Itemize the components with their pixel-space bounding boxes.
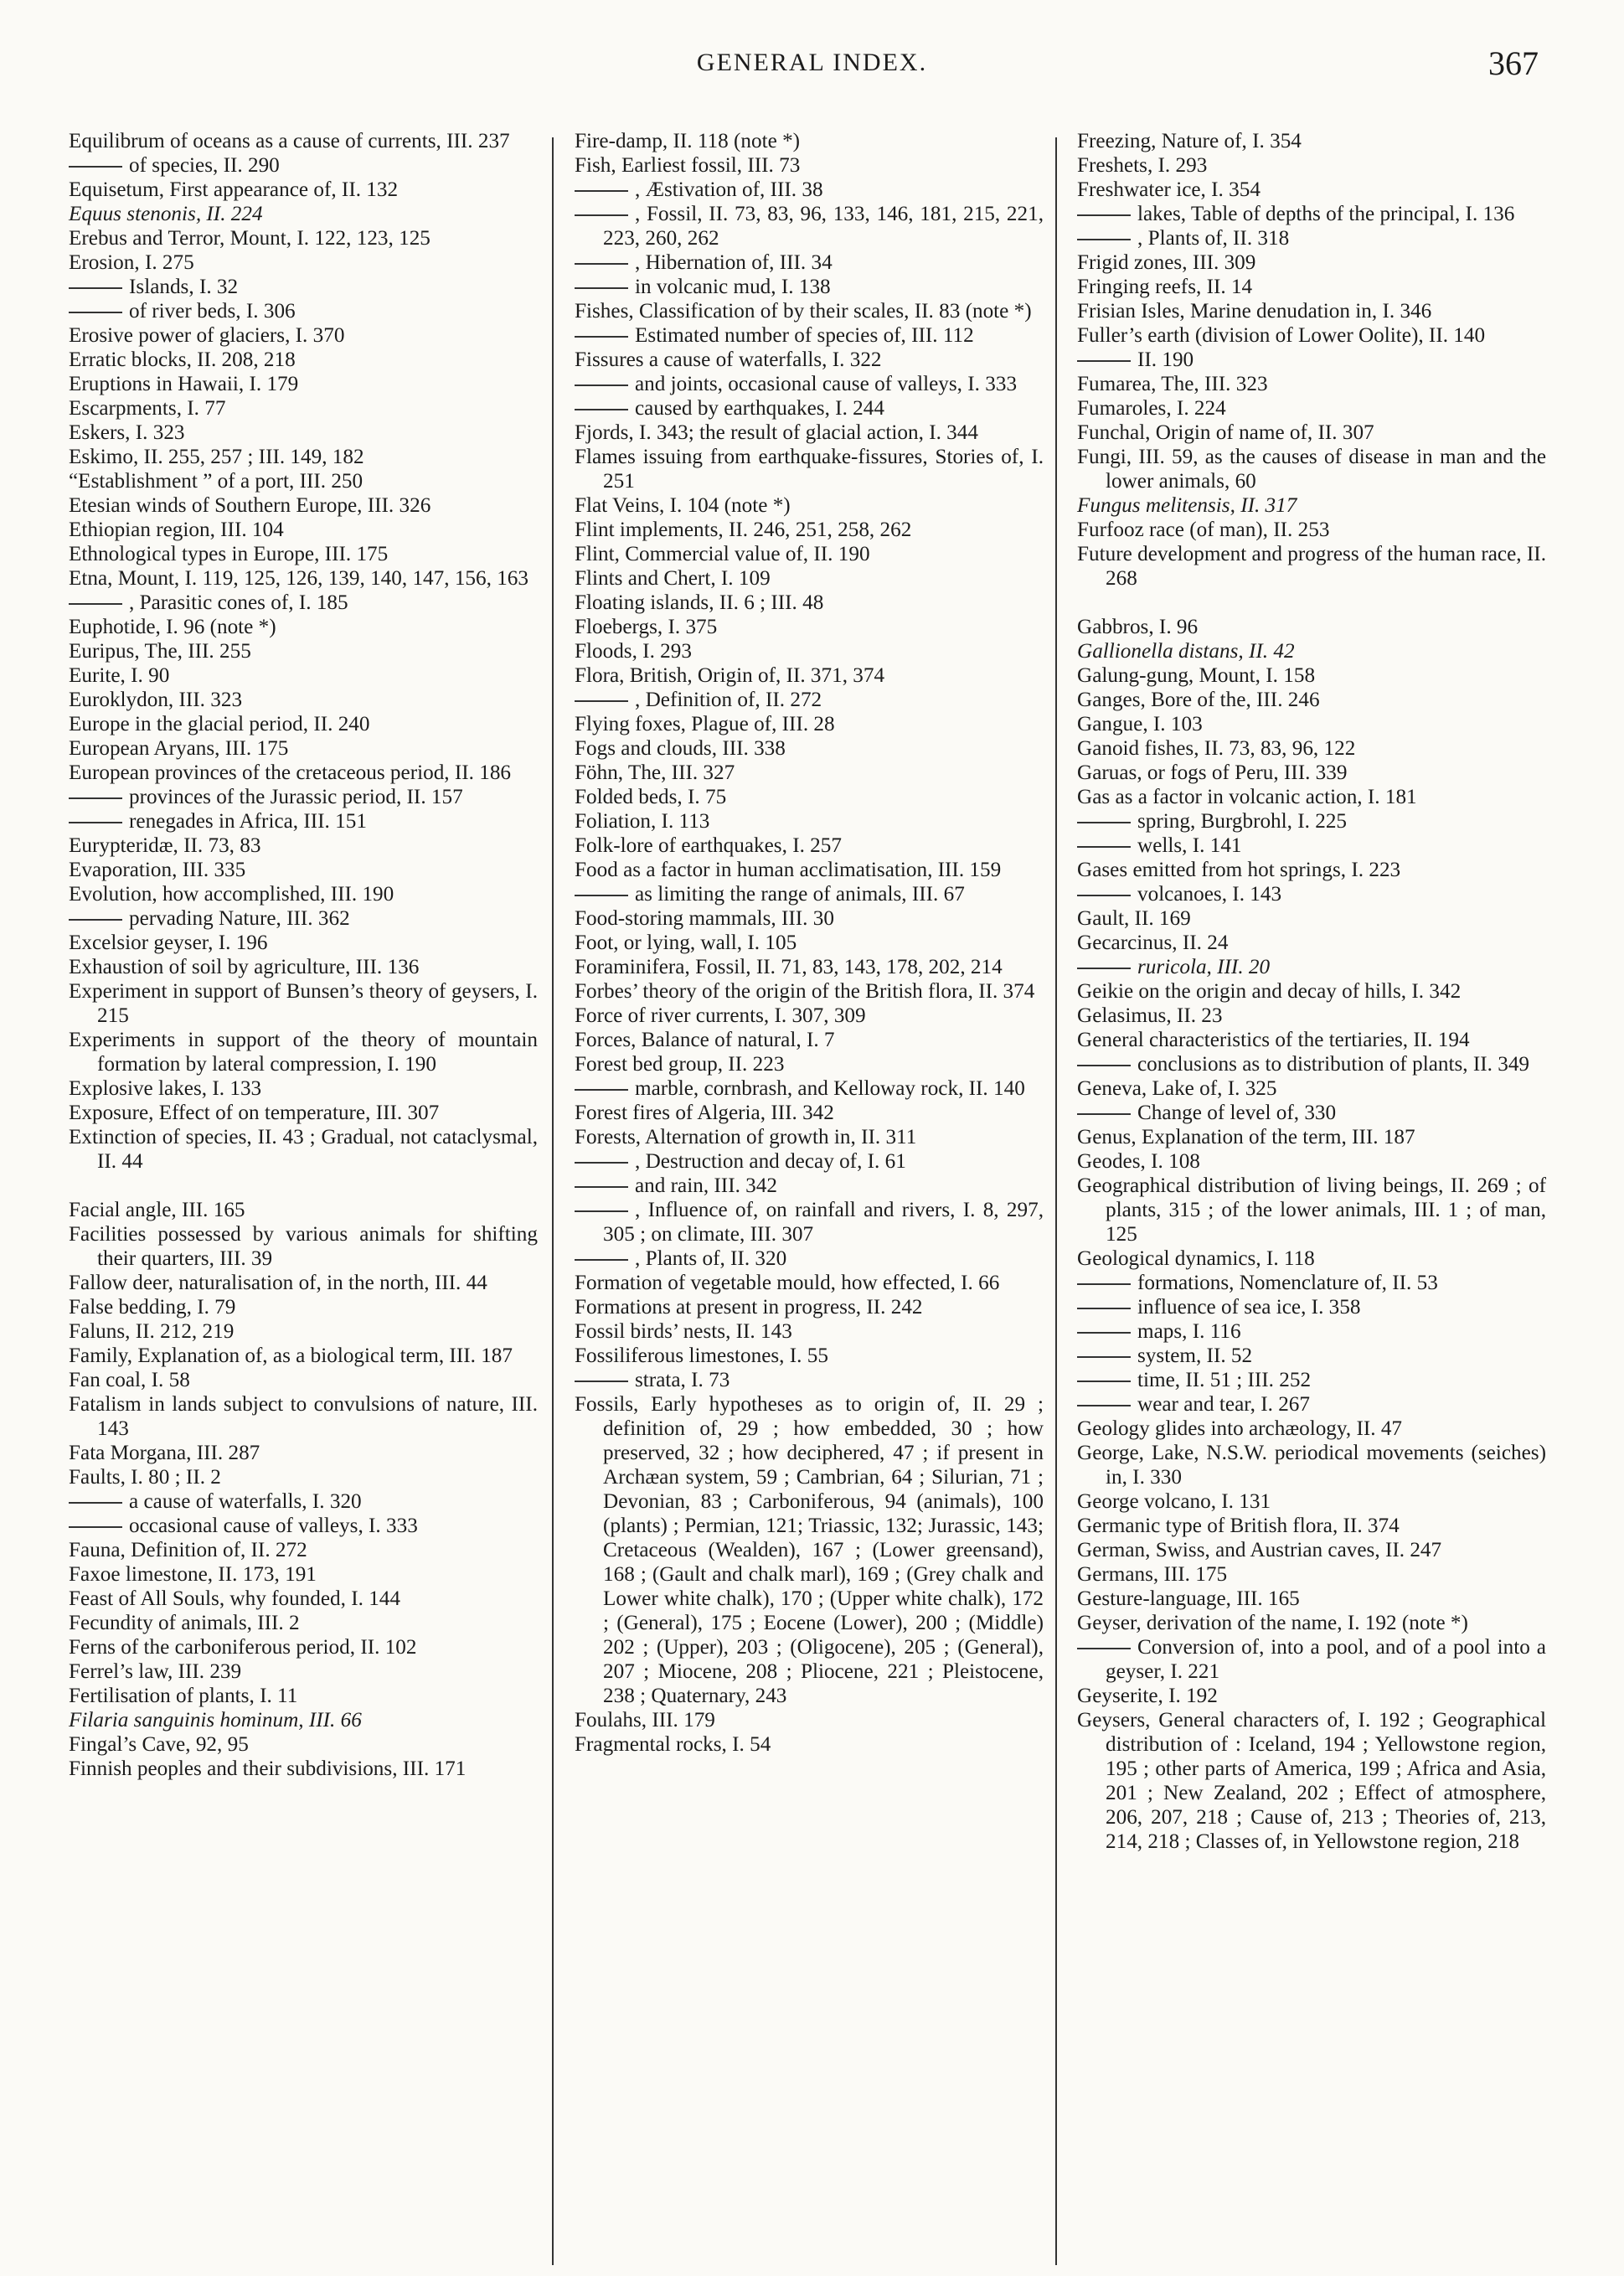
index-entry: Genus, Explanation of the term, III. 187: [1077, 1126, 1415, 1148]
index-entry: Freshets, I. 293: [1077, 154, 1208, 177]
index-entry: Geology glides into archæology, II. 47: [1077, 1417, 1403, 1440]
index-entry: Folded beds, I. 75: [575, 786, 727, 808]
index-entry: Fauna, Definition of, II. 272: [69, 1539, 307, 1561]
index-entry: Floating islands, II. 6 ; III. 48: [575, 591, 824, 614]
index-entry: Future development and progress of the human race, II. 268: [1077, 543, 1546, 590]
index-entry: Fossiliferous limestones, I. 55: [575, 1344, 828, 1367]
index-entry: Forces, Balance of natural, I. 7: [575, 1029, 835, 1051]
index-entry: George, Lake, N.S.W. periodical movements (seiches) in, I. 330: [1077, 1442, 1546, 1489]
index-entry: Fishes, Classification of by their scales, II. 83 (note *): [575, 300, 1032, 323]
index-entry: Gesture-language, III. 165: [1077, 1587, 1300, 1610]
index-entry: General characteristics of the tertiaries, II. 194: [1077, 1029, 1470, 1051]
index-subentry: spring, Burgbrohl, I. 225: [1077, 809, 1546, 834]
index-entry: Fire-damp, II. 118 (note *): [575, 130, 801, 152]
index-entry: Filaria sanguinis hominum, III. 66: [69, 1709, 362, 1732]
index-entry: Faluns, II. 212, 219: [69, 1320, 235, 1343]
index-entry: Galung-gung, Mount, I. 158: [1077, 664, 1316, 687]
index-entry: Foliation, I. 113: [575, 810, 710, 833]
index-entry: Föhn, The, III. 327: [575, 761, 735, 784]
index-entry: Fata Morgana, III. 287: [69, 1442, 260, 1464]
index-entry: Freshwater ice, I. 354: [1077, 178, 1261, 201]
index-entry: Feast of All Souls, why founded, I. 144: [69, 1587, 400, 1610]
index-entry: Forest bed group, II. 223: [575, 1053, 785, 1076]
index-subentry: Change of level of, 330: [1077, 1101, 1546, 1125]
index-subentry: II. 190: [1077, 348, 1546, 372]
index-entry: Gallionella distans, II. 42: [1077, 640, 1295, 663]
index-entry: Flints and Chert, I. 109: [575, 567, 771, 590]
index-entry: Eurypteridæ, II. 73, 83: [69, 834, 261, 857]
index-subentry: a cause of waterfalls, I. 320: [69, 1489, 538, 1514]
index-entry: Formation of vegetable mould, how effected, I. 66: [575, 1272, 1000, 1294]
index-subentry: and joints, occasional cause of valleys, I. 333: [575, 372, 1044, 396]
index-entry: Eurite, I. 90: [69, 664, 170, 687]
index-entry: Germanic type of British flora, II. 374: [1077, 1515, 1400, 1537]
index-entry: Ferns of the carboniferous period, II. 102: [69, 1636, 417, 1659]
index-entry: Flint implements, II. 246, 251, 258, 262: [575, 519, 912, 541]
index-entry: Evaporation, III. 335: [69, 859, 246, 881]
index-entry: Erosion, I. 275: [69, 251, 194, 274]
index-entry: Flames issuing from earthquake-fissures, Stories of, I. 251: [575, 446, 1044, 493]
index-subentry: volcanoes, I. 143: [1077, 882, 1546, 906]
index-entry: Garuas, or fogs of Peru, III. 339: [1077, 761, 1348, 784]
index-entry: Experiments in support of the theory of mountain formation by lateral compression, I. 190: [69, 1029, 538, 1076]
index-entry: Flying foxes, Plague of, III. 28: [575, 713, 835, 735]
index-subentry: wear and tear, I. 267: [1077, 1392, 1546, 1417]
index-entry: Fatalism in lands subject to convulsions of nature, III. 143: [69, 1393, 538, 1440]
index-subentry: time, II. 51 ; III. 252: [1077, 1368, 1546, 1392]
index-entry: Erebus and Terror, Mount, I. 122, 123, 125: [69, 227, 430, 250]
index-entry: Fingal’s Cave, 92, 95: [69, 1733, 249, 1756]
index-entry: Faxoe limestone, II. 173, 191: [69, 1563, 317, 1586]
index-entry: Finnish peoples and their subdivisions, III. 171: [69, 1757, 467, 1780]
index-entry: Food-storing mammals, III. 30: [575, 907, 834, 930]
index-entry: Gas as a factor in volcanic action, I. 181: [1077, 786, 1417, 808]
index-entry: Euphotide, I. 96 (note *): [69, 616, 276, 638]
index-entry: Exposure, Effect of on temperature, III. 307: [69, 1102, 440, 1124]
index-entry: Fjords, I. 343; the result of glacial action, I. 344: [575, 421, 978, 444]
page-number: 367: [1488, 44, 1539, 82]
index-entry: Forbes’ theory of the origin of the British flora, II. 374: [575, 980, 1035, 1003]
index-entry: Family, Explanation of, as a biological term, III. 187: [69, 1344, 513, 1367]
running-title: GENERAL INDEX.: [696, 49, 928, 76]
index-subentry: of species, II. 290: [69, 153, 538, 178]
index-entry: Fan coal, I. 58: [69, 1369, 190, 1391]
index-entry: European provinces of the cretaceous period, II. 186: [69, 761, 512, 784]
index-entry: Floods, I. 293: [575, 640, 692, 663]
index-entry: Explosive lakes, I. 133: [69, 1077, 262, 1100]
index-entry: Etna, Mount, I. 119, 125, 126, 139, 140, 147, 156, 163: [69, 567, 528, 590]
index-entry: Fossil birds’ nests, II. 143: [575, 1320, 792, 1343]
index-entry: Fertilisation of plants, I. 11: [69, 1685, 298, 1707]
index-entry: Ganges, Bore of the, III. 246: [1077, 689, 1320, 711]
index-entry: Fish, Earliest fossil, III. 73: [575, 154, 801, 177]
index-entry: Equisetum, First appearance of, II. 132: [69, 178, 399, 201]
index-entry: Fungus melitensis, II. 317: [1077, 494, 1297, 517]
index-subentry: , Influence of, on rainfall and rivers, I. 8, 297, 305 ; on climate, III. 307: [575, 1198, 1044, 1246]
index-entry: Europe in the glacial period, II. 240: [69, 713, 370, 735]
page-header: [0, 44, 1624, 82]
index-subentry: maps, I. 116: [1077, 1319, 1546, 1344]
index-entry: Flat Veins, I. 104 (note *): [575, 494, 791, 517]
index-entry: Germans, III. 175: [1077, 1563, 1228, 1586]
index-entry: Extinction of species, II. 43 ; Gradual, not cataclysmal, II. 44: [69, 1126, 538, 1173]
index-column-1: [69, 129, 538, 1781]
letter-section-gap: [69, 1174, 538, 1198]
index-entry: Eskimo, II. 255, 257 ; III. 149, 182: [69, 446, 364, 468]
index-subentry: wells, I. 141: [1077, 834, 1546, 858]
index-subentry: influence of sea ice, I. 358: [1077, 1295, 1546, 1319]
index-subentry: and rain, III. 342: [575, 1174, 1044, 1198]
index-subentry: Islands, I. 32: [69, 275, 538, 299]
index-entry: Geological dynamics, I. 118: [1077, 1247, 1315, 1270]
index-entry: False bedding, I. 79: [69, 1296, 236, 1319]
index-subentry: provinces of the Jurassic period, II. 157: [69, 785, 538, 809]
index-subentry: Conversion of, into a pool, and of a pool into a geyser, I. 221: [1077, 1635, 1546, 1684]
index-entry: Euroklydon, III. 323: [69, 689, 243, 711]
index-entry: European Aryans, III. 175: [69, 737, 289, 760]
index-entry: Fungi, III. 59, as the causes of disease in man and the lower animals, 60: [1077, 446, 1546, 493]
index-subentry: formations, Nomenclature of, II. 53: [1077, 1271, 1546, 1295]
index-entry: George volcano, I. 131: [1077, 1490, 1271, 1513]
index-entry: Faults, I. 80 ; II. 2: [69, 1466, 221, 1489]
index-entry: Forest fires of Algeria, III. 342: [575, 1102, 834, 1124]
index-entry: Gases emitted from hot springs, I. 223: [1077, 859, 1401, 881]
index-entry: Folk-lore of earthquakes, I. 257: [575, 834, 842, 857]
index-entry: Funchal, Origin of name of, II. 307: [1077, 421, 1374, 444]
index-entry: Ganoid fishes, II. 73, 83, 96, 122: [1077, 737, 1356, 760]
column-rule-2: [1055, 137, 1057, 2265]
index-entry: Geyserite, I. 192: [1077, 1685, 1218, 1707]
index-entry: Freezing, Nature of, I. 354: [1077, 130, 1302, 152]
index-entry: Foulahs, III. 179: [575, 1709, 715, 1732]
index-subentry: strata, I. 73: [575, 1368, 1044, 1392]
index-subentry: , Hibernation of, III. 34: [575, 250, 1044, 275]
index-subentry: of river beds, I. 306: [69, 299, 538, 323]
letter-section-gap: [1077, 591, 1546, 615]
index-subentry: Estimated number of species of, III. 112: [575, 323, 1044, 348]
index-subentry: , Destruction and decay of, I. 61: [575, 1149, 1044, 1174]
index-entry: Flint, Commercial value of, II. 190: [575, 543, 870, 565]
index-entry: Force of river currents, I. 307, 309: [575, 1004, 866, 1027]
index-entry: Erratic blocks, II. 208, 218: [69, 348, 296, 371]
index-entry: Floebergs, I. 375: [575, 616, 718, 638]
index-entry: Gabbros, I. 96: [1077, 616, 1199, 638]
index-entry: Escarpments, I. 77: [69, 397, 226, 420]
index-entry: Foot, or lying, wall, I. 105: [575, 932, 797, 954]
index-entry: Facilities possessed by various animals for shifting their quarters, III. 39: [69, 1223, 538, 1270]
index-entry: Experiment in support of Bunsen’s theory of geysers, I. 215: [69, 980, 538, 1027]
index-subentry: conclusions as to distribution of plants, II. 349: [1077, 1052, 1546, 1076]
index-entry: “Establishment ” of a port, III. 250: [69, 470, 363, 493]
index-entry: Gangue, I. 103: [1077, 713, 1203, 735]
index-subentry: , Fossil, II. 73, 83, 96, 133, 146, 181, 215, 221, 223, 260, 262: [575, 202, 1044, 250]
index-entry: Fogs and clouds, III. 338: [575, 737, 786, 760]
index-entry: Fallow deer, naturalisation of, in the north, III. 44: [69, 1272, 487, 1294]
index-subentry: , Definition of, II. 272: [575, 688, 1044, 712]
index-entry: Flora, British, Origin of, II. 371, 374: [575, 664, 885, 687]
index-entry: Equilibrum of oceans as a cause of currents, III. 237: [69, 130, 510, 152]
index-entry: Excelsior geyser, I. 196: [69, 932, 268, 954]
index-subentry: as limiting the range of animals, III. 67: [575, 882, 1044, 906]
index-entry: Fumaroles, I. 224: [1077, 397, 1226, 420]
index-entry: Fossils, Early hypotheses as to origin of, II. 29 ; definition of, 29 ; how embedded, 30 ; how preserved, 32 ; how deciphered, 47 ; if present in Archæan system, 59 ; Cambrian, 64 ; Silurian, 71 ; Devonian, 83 ; Carboniferous, 94 (animals), 100 (plants) ; Permian, 121; Triassic, 132; Jurassic, 143; Cretaceous (Wealden), 167 ; (Lower greensand), 168 ; (Gault and chalk marl), 169 ; (Grey chalk and Lower white chalk), 170 ; (Upper white chalk), 172 ; (General), 175 ; Eocene (Lower), 200 ; (Middle) 202 ; (Upper), 203 ; (Oligocene), 205 ; (General), 207 ; Miocene, 208 ; Pliocene, 221 ; Pleistocene, 238 ; Quaternary, 243: [575, 1393, 1044, 1707]
index-subentry: pervading Nature, III. 362: [69, 906, 538, 931]
index-entry: Formations at present in progress, II. 242: [575, 1296, 923, 1319]
index-subentry: renegades in Africa, III. 151: [69, 809, 538, 834]
index-entry: Fuller’s earth (division of Lower Oolite), II. 140: [1077, 324, 1486, 347]
index-entry: Gault, II. 169: [1077, 907, 1191, 930]
index-entry: Food as a factor in human acclimatisation, III. 159: [575, 859, 1002, 881]
index-entry: Ethnological types in Europe, III. 175: [69, 543, 389, 565]
index-subentry: lakes, Table of depths of the principal, I. 136: [1077, 202, 1546, 226]
index-entry: Gelasimus, II. 23: [1077, 1004, 1223, 1027]
index-entry: Fumarea, The, III. 323: [1077, 373, 1268, 395]
index-entry: Geikie on the origin and decay of hills, I. 342: [1077, 980, 1462, 1003]
index-entry: German, Swiss, and Austrian caves, II. 247: [1077, 1539, 1442, 1561]
index-entry: Eruptions in Hawaii, I. 179: [69, 373, 299, 395]
index-entry: Euripus, The, III. 255: [69, 640, 251, 663]
index-subentry: , Plants of, II. 320: [575, 1246, 1044, 1271]
index-entry: Exhaustion of soil by agriculture, III. 136: [69, 956, 420, 978]
index-entry: Geyser, derivation of the name, I. 192 (note *): [1077, 1612, 1468, 1634]
index-entry: Fragmental rocks, I. 54: [575, 1733, 771, 1756]
index-subentry: , Plants of, II. 318: [1077, 226, 1546, 250]
index-column-3: [1077, 129, 1546, 1854]
index-entry: Facial angle, III. 165: [69, 1199, 245, 1221]
index-subentry: , Parasitic cones of, I. 185: [69, 591, 538, 615]
index-subentry: in volcanic mud, I. 138: [575, 275, 1044, 299]
index-subentry: ruricola, III. 20: [1077, 955, 1546, 979]
index-column-2: [575, 129, 1044, 1757]
index-entry: Fecundity of animals, III. 2: [69, 1612, 300, 1634]
index-entry: Geneva, Lake of, I. 325: [1077, 1077, 1277, 1100]
index-entry: Frisian Isles, Marine denudation in, I. 346: [1077, 300, 1432, 323]
index-entry: Erosive power of glaciers, I. 370: [69, 324, 345, 347]
index-entry: Gecarcinus, II. 24: [1077, 932, 1229, 954]
index-entry: Furfooz race (of man), II. 253: [1077, 519, 1330, 541]
index-entry: Fissures a cause of waterfalls, I. 322: [575, 348, 882, 371]
index-entry: Equus stenonis, II. 224: [69, 203, 263, 225]
index-entry: Evolution, how accomplished, III. 190: [69, 883, 394, 906]
index-subentry: marble, cornbrash, and Kelloway rock, II. 140: [575, 1076, 1044, 1101]
index-entry: Frigid zones, III. 309: [1077, 251, 1256, 274]
index-entry: Geysers, General characters of, I. 192 ; Geographical distribution of : Iceland, 194 ; Yellowstone region, 195 ; other parts of America, 199 ; Africa and Asia, 201 ; New Zealand, 202 ; Effect of atmosphere, 206, 207, 218 ; Cause of, 213 ; Theories of, 213, 214, 218 ; Classes of, in Yellowstone region, 218: [1077, 1709, 1546, 1853]
index-entry: Ethiopian region, III. 104: [69, 519, 284, 541]
index-subentry: , Æstivation of, III. 38: [575, 178, 1044, 202]
index-entry: Geographical distribution of living beings, II. 269 ; of plants, 315 ; of the lower animals, III. 1 ; of man, 125: [1077, 1174, 1546, 1246]
index-entry: Forests, Alternation of growth in, II. 311: [575, 1126, 917, 1148]
index-subentry: occasional cause of valleys, I. 333: [69, 1514, 538, 1538]
index-subentry: system, II. 52: [1077, 1344, 1546, 1368]
index-entry: Geodes, I. 108: [1077, 1150, 1200, 1173]
index-entry: Foraminifera, Fossil, II. 71, 83, 143, 178, 202, 214: [575, 956, 1003, 978]
index-entry: Ferrel’s law, III. 239: [69, 1660, 242, 1683]
index-entry: Fringing reefs, II. 14: [1077, 276, 1253, 298]
index-entry: Eskers, I. 323: [69, 421, 185, 444]
column-rule-1: [552, 137, 554, 2265]
index-subentry: caused by earthquakes, I. 244: [575, 396, 1044, 421]
index-entry: Etesian winds of Southern Europe, III. 326: [69, 494, 431, 517]
